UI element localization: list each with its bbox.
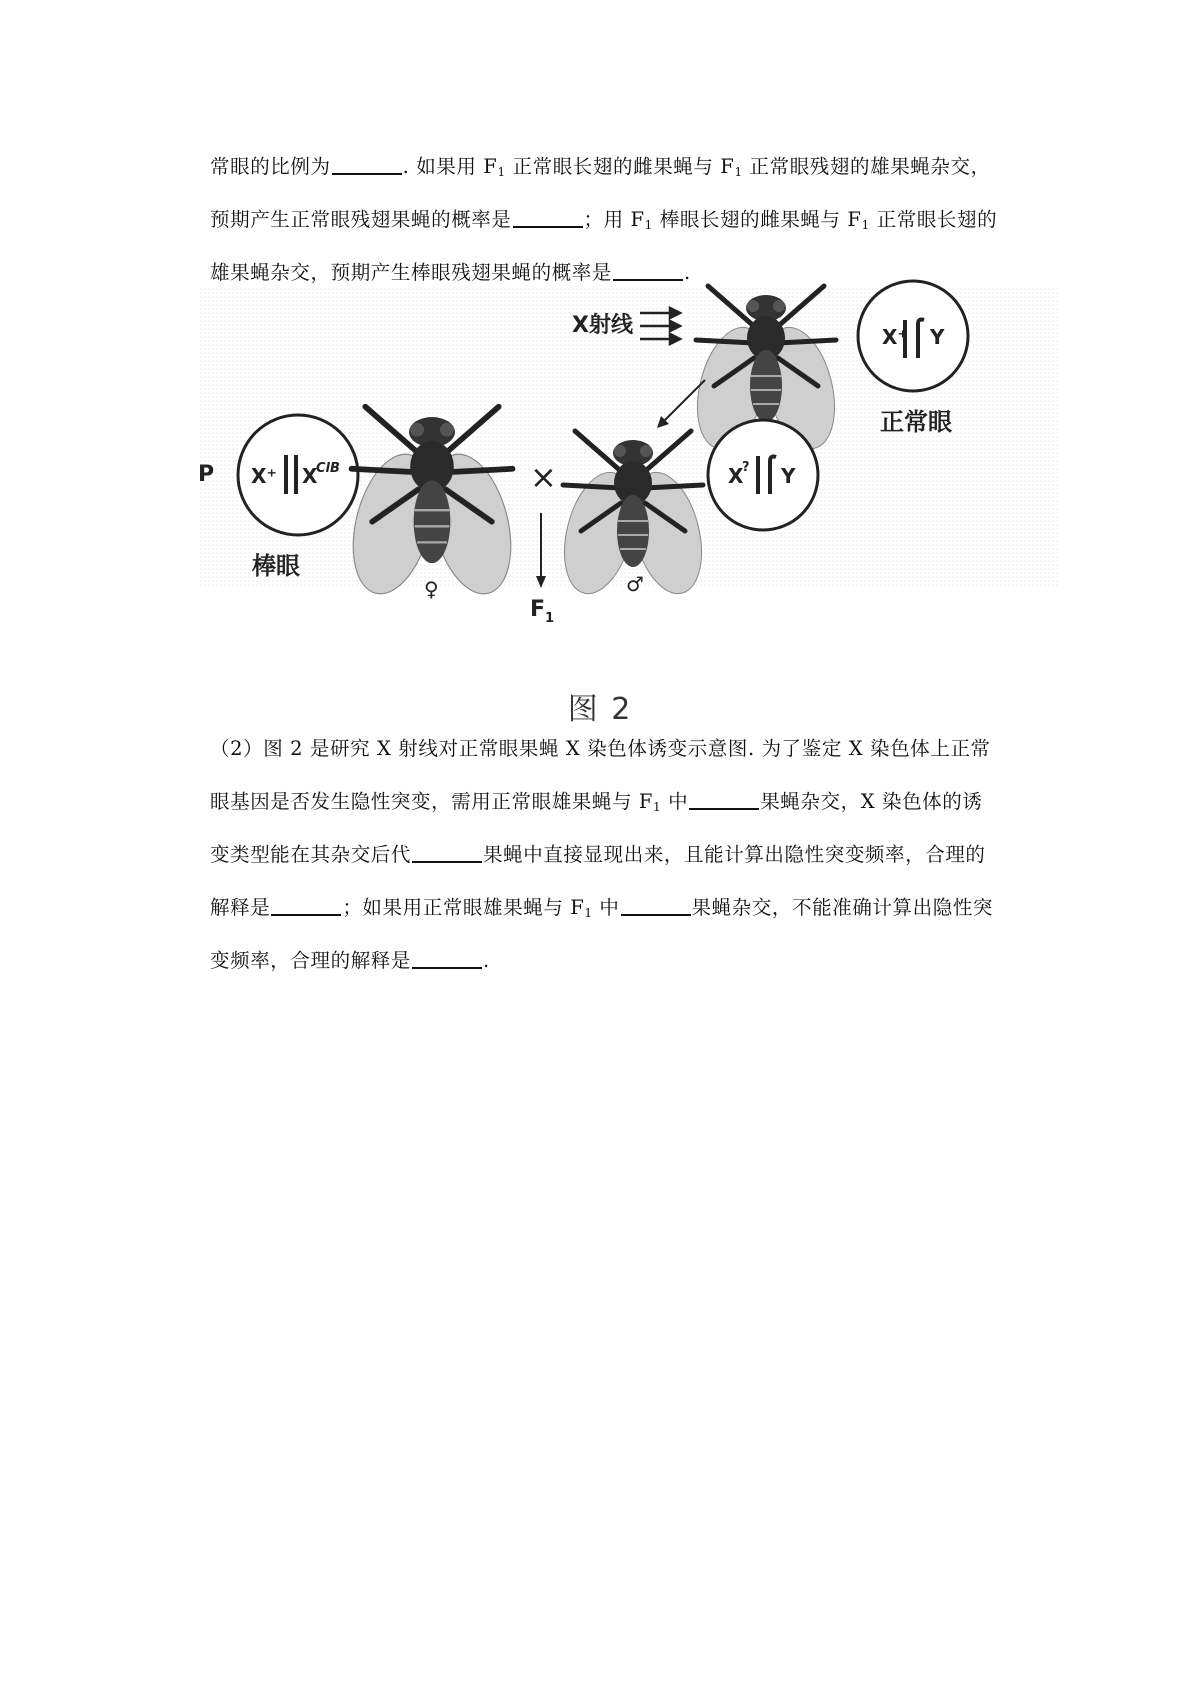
cross-symbol: × <box>530 458 557 496</box>
answer-blank <box>332 151 402 175</box>
text-segment: 正常眼长翅的雌果蝇与 F <box>512 155 735 178</box>
bar-eye-label: 棒眼 <box>252 552 300 580</box>
male-symbol: ♂ <box>626 572 644 596</box>
f1-label: F <box>530 597 546 622</box>
text-segment: 变频率，合理的解释是 <box>210 949 412 972</box>
answer-blank <box>621 892 691 916</box>
text-segment: 果蝇杂交，X 染色体的诱 <box>760 790 983 813</box>
subscript: 1 <box>653 800 662 814</box>
text-segment: 雄果蝇杂交，预期产生棒眼残翅果蝇的概率是 <box>210 261 613 284</box>
subscript: 1 <box>734 165 743 179</box>
text-segment: 果蝇杂交，不能准确计算出隐性突 <box>691 896 994 919</box>
subscript: 1 <box>644 218 653 232</box>
answer-blank <box>513 204 583 228</box>
genotype-x: X <box>728 464 744 488</box>
figure-caption: 图 2 <box>567 692 633 727</box>
genotype-x-plus: X⁺ <box>882 325 908 349</box>
text-segment: . 如果用 F <box>402 155 498 178</box>
subscript: 1 <box>584 906 593 920</box>
text-segment: . <box>684 261 691 284</box>
genotype-y: Y <box>781 464 796 488</box>
text-segment: 变类型能在其杂交后代 <box>210 843 412 866</box>
text-line <box>210 722 1030 775</box>
text-segment: 中 <box>668 790 689 813</box>
answer-blank <box>271 892 341 916</box>
genotype-y: Y <box>930 325 945 349</box>
text-line <box>210 828 1030 881</box>
subscript: 1 <box>497 165 506 179</box>
xray-arrows-icon <box>640 308 680 344</box>
text-segment: 解释是 <box>210 896 271 919</box>
text-segment: 常眼的比例为 <box>210 155 331 178</box>
male-chromosome-circle <box>708 420 818 530</box>
answer-blank <box>613 257 683 281</box>
text-line <box>210 881 1030 934</box>
question-part1-text <box>210 140 1030 299</box>
text-segment: 预期产生正常眼残翅果蝇的概率是 <box>210 208 512 231</box>
normal-eye-label: 正常眼 <box>880 408 952 436</box>
text-segment: 眼基因是否发生隐性突变，需用正常眼雄果蝇与 F <box>210 790 654 813</box>
genotype-superscript: ClB <box>316 461 340 476</box>
text-line <box>210 934 1030 987</box>
genotype-superscript: ? <box>742 460 750 475</box>
text-segment: ；如果用正常眼雄果蝇与 F <box>342 896 585 919</box>
text-segment: . <box>483 949 490 972</box>
genotype-x-clb: X <box>302 464 318 488</box>
text-line <box>210 193 1030 246</box>
text-line <box>210 140 1030 193</box>
answer-blank <box>689 786 759 810</box>
text-segment: ；用 F <box>583 208 645 231</box>
question-part2-text <box>210 722 1030 987</box>
parent-generation-label: P <box>198 462 215 487</box>
subscript: 1 <box>861 218 870 232</box>
text-segment: （2）图 2 是研究 X 射线对正常眼果蝇 X 染色体诱变示意图. 为了鉴定 X 染色体上正常 <box>210 737 991 760</box>
text-segment: 正常眼长翅的 <box>876 208 998 231</box>
figure-2-diagram <box>200 288 1060 708</box>
text-segment: 中 <box>599 896 620 919</box>
f1-subscript: 1 <box>545 611 555 626</box>
xray-label: X射线 <box>572 313 633 338</box>
normal-eye-chromosome-circle <box>858 281 968 391</box>
text-segment: 正常眼残翅的雄果蝇杂交， <box>749 155 991 178</box>
female-symbol: ♀ <box>424 577 439 601</box>
genotype-x-plus: X⁺ <box>251 464 277 488</box>
text-segment: 果蝇中直接显现出来，且能计算出隐性突变频率，合理的 <box>483 843 986 866</box>
answer-blank <box>412 839 482 863</box>
text-line <box>210 775 1030 828</box>
answer-blank <box>412 945 482 969</box>
text-segment: 棒眼长翅的雌果蝇与 F <box>659 208 862 231</box>
